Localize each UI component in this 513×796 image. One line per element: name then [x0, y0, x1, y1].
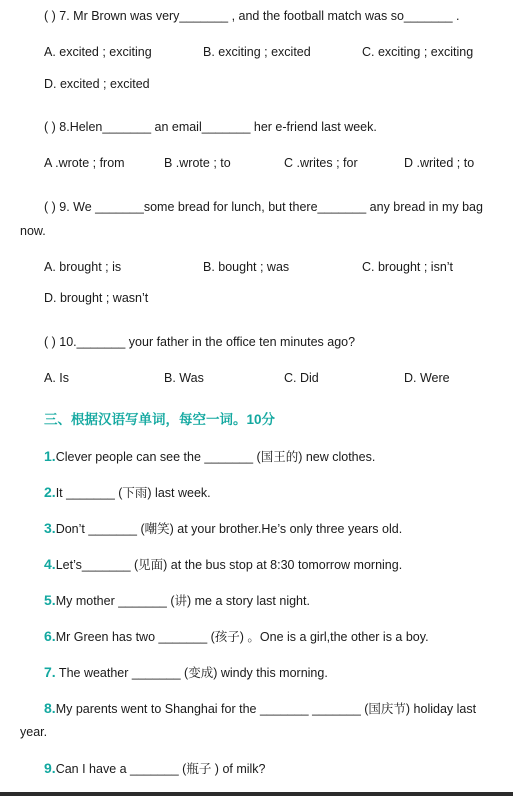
item-number: 2.	[44, 484, 56, 500]
q9-option-d: D. brought ; wasn’t	[44, 291, 149, 305]
vocab-item-8-continued: year.	[20, 725, 48, 739]
vocab-item-8	[44, 700, 476, 717]
item-text: Clever people can see the _______ (国王的) new clothes.	[55, 450, 376, 464]
vocab-item-9	[44, 760, 266, 777]
item-text: My mother _______ (讲) me a story last night.	[55, 594, 310, 608]
item-text: Can I have a _______ (瓶子 ) of milk?	[55, 762, 266, 776]
item-number: 9.	[44, 760, 56, 776]
q8-option-b: B .wrote ; to	[164, 156, 231, 170]
vocab-item-2	[44, 484, 211, 501]
q10-option-a: A. Is	[44, 371, 70, 385]
vocab-item-5	[44, 592, 310, 609]
q7-option-c: C. exciting ; exciting	[362, 45, 474, 59]
question-9-stem-continued: now.	[20, 224, 46, 238]
item-text: Let’s_______ (见面) at the bus stop at 8:30 tomorrow morning.	[55, 558, 403, 572]
item-number: 3.	[44, 520, 56, 536]
item-number: 8.	[44, 700, 56, 716]
q7-option-b: B. exciting ; excited	[203, 45, 311, 59]
question-7-stem: ( ) 7. Mr Brown was very_______ , and the football match was so_______ .	[44, 9, 460, 23]
q9-option-c: C. brought ; isn’t	[362, 260, 454, 274]
item-number: 6.	[44, 628, 56, 644]
question-8-stem: ( ) 8.Helen_______ an email_______ her e-friend last week.	[44, 120, 377, 134]
vocab-item-3	[44, 520, 402, 537]
page-bottom-edge	[0, 792, 513, 796]
q8-option-a: A .wrote ; from	[44, 156, 125, 170]
q10-option-d: D. Were	[404, 371, 450, 385]
q9-option-b: B. bought ; was	[203, 260, 290, 274]
q9-option-a: A. brought ; is	[44, 260, 122, 274]
item-number: 1.	[44, 448, 56, 464]
section-3-heading: 三、根据汉语写单词，每空一词。10分	[44, 412, 276, 427]
vocab-item-7	[44, 664, 328, 681]
q8-option-c: C .writes ; for	[284, 156, 358, 170]
vocab-item-1	[44, 448, 375, 465]
item-text: Mr Green has two _______ (孩子) 。One is a girl,the other is a boy.	[55, 630, 429, 644]
item-number: 5.	[44, 592, 56, 608]
item-number: 4.	[44, 556, 56, 572]
question-9-stem: ( ) 9. We _______some bread for lunch, but there_______ any bread in my bag	[44, 200, 483, 214]
item-text: It _______ (下雨) last week.	[55, 486, 211, 500]
question-10-stem: ( ) 10._______ your father in the office ten minutes ago?	[44, 335, 356, 349]
q10-option-c: C. Did	[284, 371, 319, 385]
q7-option-a: A. excited ; exciting	[44, 45, 152, 59]
vocab-item-6	[44, 628, 429, 645]
q8-option-d: D .writed ; to	[404, 156, 475, 170]
item-text: Don’t _______ (嘲笑) at your brother.He’s only three years old.	[55, 522, 403, 536]
q7-option-d: D. excited ; excited	[44, 77, 150, 91]
item-number: 7.	[44, 664, 56, 680]
item-text: The weather _______ (变成) windy this morning.	[55, 666, 328, 680]
vocab-item-4	[44, 556, 402, 573]
item-text: My parents went to Shanghai for the _______ _______ (国庆节) holiday last	[55, 702, 477, 716]
q10-option-b: B. Was	[164, 371, 204, 385]
